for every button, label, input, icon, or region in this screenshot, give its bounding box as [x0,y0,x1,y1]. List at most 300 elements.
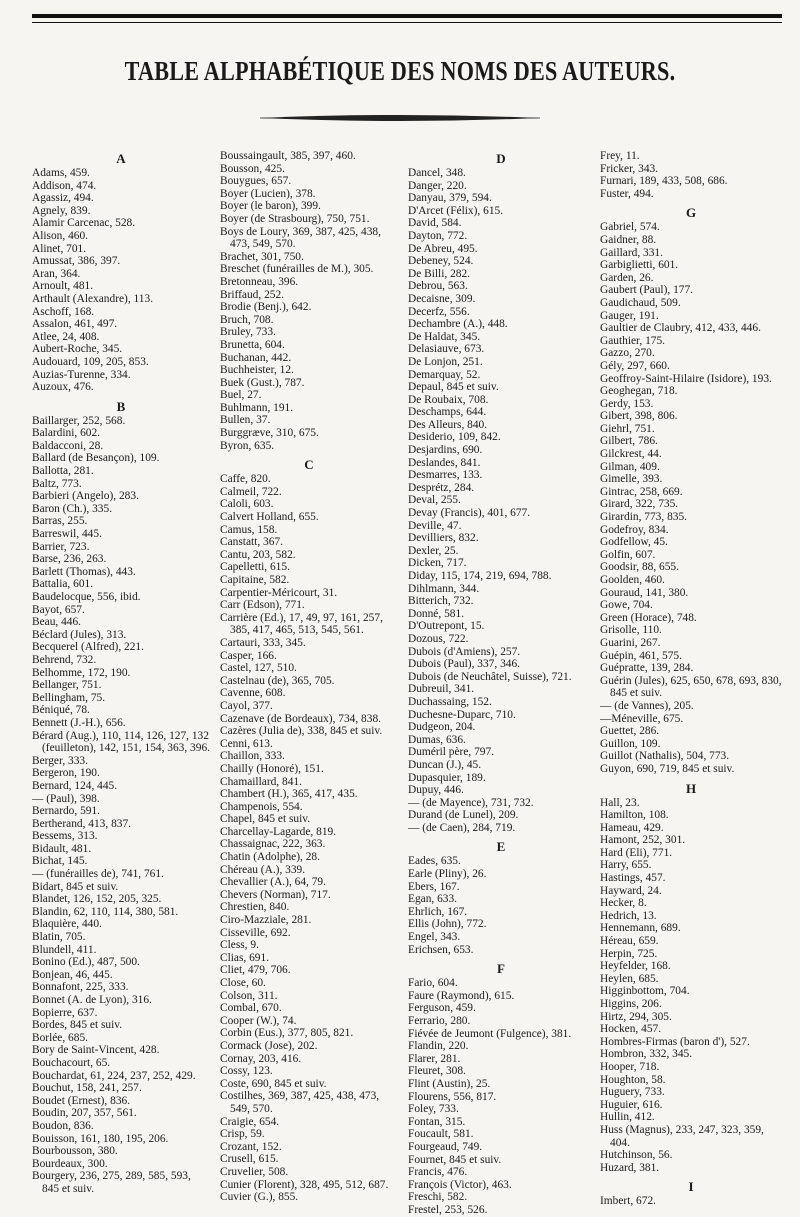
author-entry: Bitterich, 732. [408,595,474,608]
author-entry: Higginbottom, 704. [600,985,690,998]
author-entry: Costilhes, 369, 387, 425, 438, 473, 549, 570. [220,1090,380,1115]
author-entry: Donné, 581. [408,607,464,620]
author-entry: Hennemann, 689. [600,922,681,935]
author-entry: Desprétz, 284. [408,481,475,494]
letter-heading: C [304,457,314,473]
author-entry: Duchesne-Duparc, 710. [408,708,516,721]
author-entry: Capelletti, 615. [220,561,290,574]
author-entry: Addison, 474. [32,179,97,192]
author-entry: Close, 60. [220,977,266,989]
author-entry: Guillon, 109. [600,737,661,750]
author-entry: Arthault (Alexandre), 113. [32,292,154,305]
author-entry: Bernard, 124, 445. [32,779,118,792]
author-entry: Gouraud, 141, 380. [600,586,689,599]
author-entry: Baillarger, 252, 568. [32,414,126,427]
author-entry: Blaquière, 440. [32,918,102,931]
author-entry: Higgins, 206. [600,998,662,1010]
index-column [600,150,782,1208]
author-entry: Green (Horace), 748. [600,611,697,624]
author-entry: Fournet, 845 et suiv. [408,1153,502,1166]
author-entry: Fleuret, 308. [408,1065,466,1078]
author-entry: Barlett (Thomas), 443. [32,565,136,578]
author-entry: —Méneville, 675. [600,712,684,725]
author-entry: Bonino (Ed.), 487, 500. [32,956,140,969]
author-entry: Gazzo, 270. [600,347,655,360]
author-entry: Becquerel (Alfred), 221. [32,641,144,654]
author-entry: Bullen, 37. [220,414,271,427]
author-entry: Chéreau (A.), 339. [220,863,306,876]
author-entry: Blandin, 62, 110, 114, 380, 581. [32,905,179,918]
author-entry: Agnely, 839. [32,204,91,217]
author-entry: Danger, 220. [408,179,467,192]
author-entry: Depaul, 845 et suiv. [408,381,499,394]
author-entry: Furnari, 189, 433, 508, 686. [600,175,728,188]
author-entry: Briffaud, 252. [220,288,285,301]
author-entry: Gaubert (Paul), 177. [600,284,693,297]
author-entry: Capitaine, 582. [220,574,290,586]
author-entry: Hamilton, 108. [600,809,669,822]
author-entry: Dancel, 348. [408,167,466,179]
author-entry: Hedrich, 13. [600,909,657,922]
author-entry: Bouchacourt, 65. [32,1056,111,1069]
author-entry: Gilbert, 786. [600,435,658,448]
author-entry: Boyer (le baron), 399. [220,200,321,213]
author-entry: Houghton, 58. [600,1073,666,1086]
author-entry: Caloli, 603. [220,498,274,511]
author-entry: Devay (Francis), 401, 677. [408,507,531,520]
author-entry: Hall, 23. [600,796,640,809]
author-entry: Corbin (Eus.), 377, 805, 821. [220,1027,354,1040]
author-entry: Guyon, 690, 719, 845 et suiv. [600,762,735,775]
author-entry: Guépratte, 139, 284. [600,662,694,675]
author-entry: Goodsir, 88, 655. [600,561,679,574]
author-entry: Aubert-Roche, 345. [32,343,123,356]
author-entry: Bonnafont, 225, 333. [32,981,129,994]
author-entry: Brachet, 301, 750. [220,250,304,263]
author-entry: Duméril père, 797. [408,746,495,759]
author-entry: Brodie (Benj.), 642. [220,301,312,314]
author-entry: De Haldat, 345. [408,330,481,343]
author-entry: Bouchut, 158, 241, 257. [32,1082,142,1095]
author-entry: Carr (Edson), 771. [220,599,305,612]
author-entry: Bousson, 425. [220,162,285,175]
author-entry: Gilman, 409. [600,460,660,473]
author-entry: Calvert Holland, 655. [220,511,319,524]
author-entry: Barbieri (Angelo), 283. [32,490,139,503]
author-entry: Crozant, 152. [220,1140,282,1153]
author-entry: Hullin, 412. [600,1111,655,1124]
author-entry: Engel, 343. [408,931,461,944]
author-entry: Balardini, 602. [32,427,101,440]
author-entry: Boyer (Lucien), 378. [220,187,316,200]
author-entry: Fuster, 494. [600,187,654,200]
author-entry: Héreau, 659. [600,935,659,948]
author-entry: Breschet (funérailles de M.), 305. [220,263,374,276]
author-entry: Chamaillard, 841. [220,775,302,788]
letter-heading: F [497,961,505,977]
author-entry: Adams, 459. [32,167,90,179]
author-entry: Buchheister, 12. [220,364,294,377]
author-entry: Guillot (Nathalis), 504, 773. [600,750,730,763]
author-entry: Blandet, 126, 152, 205, 325. [32,893,162,906]
letter-heading: B [116,398,126,414]
author-entry: Desjardins, 690. [408,444,483,457]
author-entry: Aschoff, 168. [32,305,95,318]
author-entry: Huss (Magnus), 233, 247, 323, 359, 404. [600,1123,764,1149]
author-entry: Dihlmann, 344. [408,582,480,595]
author-entry: — (de Vannes), 205. [600,699,694,712]
index-column [408,150,594,1217]
letter-heading: I [688,1179,694,1195]
author-entry: Boyer (de Strasbourg), 750, 751. [220,212,370,225]
author-entry: Cantu, 203, 582. [220,548,296,561]
author-entry: Dumas, 636. [408,733,466,746]
author-entry: Bonnet (A. de Lyon), 316. [32,994,152,1006]
author-entry: Heylen, 685. [600,972,659,985]
author-entry: Chatin (Adolphe), 28. [220,851,320,864]
author-entry: Imbert, 672. [600,1195,656,1208]
author-entry: Alison, 460. [32,229,89,242]
top-thick-rule [32,14,782,18]
letter-heading: E [496,839,506,855]
author-entry: Earle (Pliny), 26. [408,868,487,881]
author-entry: Hard (Eli), 771. [600,846,673,859]
index-column [220,150,398,1204]
author-entry: Diday, 115, 174, 219, 694, 788. [408,570,552,582]
author-entry: Cooper (W.), 74. [220,1014,297,1027]
author-entry: Barreswil, 445. [32,528,102,541]
author-entry: Gilckrest, 44. [600,448,662,461]
author-entry: Buhlmann, 191. [220,401,294,414]
author-entry: Auzias-Turenne, 334. [32,368,131,381]
author-entry: Bouisson, 161, 180, 195, 206. [32,1132,169,1145]
author-entry: Duchassaing, 152. [408,695,492,708]
author-entry: Béclard (Jules), 313. [32,628,127,641]
author-entry: Cliet, 479, 706. [220,964,291,977]
author-entry: Deville, 47. [408,519,462,532]
author-entry: Agassiz, 494. [32,192,94,205]
author-entry: D'Outrepont, 15. [408,620,485,633]
top-thin-rule [32,22,782,23]
author-entry: Camus, 158. [220,523,278,536]
author-entry: Berger, 333. [32,754,88,767]
author-entry: Coste, 690, 845 et suiv. [220,1077,327,1090]
author-entry: Cornay, 203, 416. [220,1052,302,1065]
author-entry: Champenois, 554. [220,800,303,813]
author-entry: Frey, 11. [600,150,640,162]
author-entry: Fricker, 343. [600,162,659,175]
author-entry: Dayton, 772. [408,229,468,242]
author-entry: Baltz, 773. [32,477,82,490]
author-entry: Bopierre, 637. [32,1006,98,1019]
author-entry: Béniqué, 78. [32,704,90,717]
author-entry: Arnoult, 481. [32,280,94,293]
author-entry: Belhomme, 172, 190. [32,666,131,679]
author-entry: Bidault, 481. [32,842,92,855]
author-entry: Giehrl, 751. [600,422,655,435]
author-entry: Chailly (Honoré), 151. [220,762,324,775]
author-entry: Dubreuil, 341. [408,683,475,696]
author-entry: D'Arcet (Félix), 615. [408,204,504,217]
author-entry: Canstatt, 367. [220,536,283,549]
author-entry: Byron, 635. [220,439,275,452]
author-entry: Cormack (Jose), 202. [220,1039,318,1052]
author-entry: Gauthier, 175. [600,334,666,347]
author-entry: Dubois (Paul), 337, 346. [408,658,521,671]
author-entry: Flint (Austin), 25. [408,1077,491,1090]
author-entry: Deval, 255. [408,494,461,507]
author-entry: Cayol, 377. [220,699,273,712]
author-entry: Bayot, 657. [32,603,85,616]
author-entry: Gaudichaud, 509. [600,296,681,309]
page-title: TABLE ALPHABÉTIQUE DES NOMS DES AUTEURS. [124,56,676,86]
author-entry: Girardin, 773, 835. [600,511,687,524]
author-entry: Desiderio, 109, 842. [408,431,501,444]
author-entry: Dicken, 717. [408,557,467,570]
author-entry: Buchanan, 442. [220,351,292,364]
author-entry: Erichsen, 653. [408,943,474,956]
letter-heading: H [685,780,697,796]
author-entry: Bernardo, 591. [32,805,101,818]
author-entry: Hutchinson, 56. [600,1149,673,1162]
author-entry: Chambert (H.), 365, 417, 435. [220,788,358,801]
author-entry: Devilliers, 832. [408,532,479,545]
author-entry: Casper, 166. [220,649,277,662]
author-entry: Brunetta, 604. [220,338,285,351]
author-entry: Cruvelier, 508. [220,1165,289,1178]
author-entry: Gaultier de Claubry, 412, 433, 446. [600,322,761,335]
author-entry: Desmarres, 133. [408,469,483,482]
author-entry: Auzoux, 476. [32,381,94,394]
author-entry: Golfin, 607. [600,548,656,561]
author-entry: Dupuy, 446. [408,784,464,797]
author-entry: Gibert, 398, 806. [600,410,678,423]
author-entry: Flandin, 220. [408,1040,469,1053]
author-entry: Audouard, 109, 205, 853. [32,355,149,368]
author-entry: Bruch, 708. [220,313,274,326]
author-entry: Goolden, 460. [600,574,665,586]
author-entry: Clias, 691. [220,951,270,964]
author-entry: Fario, 604. [408,977,458,990]
author-entry: — (Paul), 398. [32,792,100,805]
author-entry: Cossy, 123. [220,1065,273,1078]
author-entry: Barrier, 723. [32,540,90,553]
author-entry: Baldacconi, 28. [32,439,104,452]
author-entry: Barse, 236, 263. [32,553,107,566]
author-entry: Boudet (Ernest), 836. [32,1094,131,1107]
author-entry: — (de Caen), 284, 719. [408,821,516,834]
author-entry: Cunier (Florent), 328, 495, 512, 687. [220,1178,389,1191]
author-entry: Gauger, 191. [600,309,659,322]
author-entry: Ellis (John), 772. [408,918,487,931]
author-entry: Cisseville, 692. [220,926,291,939]
author-entry: Dubois (d'Amiens), 257. [408,645,521,658]
author-entry: Fiévée de Jeumont (Fulgence), 381. [408,1027,572,1040]
author-entry: Ehrlich, 167. [408,905,468,918]
author-entry: Bourdeaux, 300. [32,1157,108,1170]
author-entry: Durand (de Lunel), 209. [408,809,519,822]
title-ornament [260,112,540,124]
author-entry: Dupasquier, 189. [408,771,486,784]
author-entry: Egan, 633. [408,893,458,906]
author-entry: Gerdy, 153. [600,397,654,410]
author-entry: Debrou, 563. [408,280,468,293]
author-entry: Gowe, 704. [600,599,653,612]
author-entry: Huguier, 616. [600,1098,663,1111]
author-entry: Bichat, 145. [32,855,88,868]
author-entry: Ebers, 167. [408,880,460,893]
author-entry: Dozous, 722. [408,632,469,645]
author-entry: Boussaingault, 385, 397, 460. [220,150,356,162]
author-entry: Debeney, 524. [408,255,474,268]
letter-heading: D [496,151,506,166]
author-entry: Foucault, 581. [408,1128,474,1141]
author-entry: — (de Mayence), 731, 732. [408,796,534,809]
author-entry: Charcellay-Lagarde, 819. [220,825,337,838]
author-entry: Caffe, 820. [220,473,271,486]
author-entry: Castel, 127, 510. [220,662,297,675]
author-entry: Guépin, 461, 575. [600,649,682,662]
author-entry: Blatin, 705. [32,931,86,944]
author-entry: Bellanger, 751. [32,679,102,692]
author-entry: Chaillon, 333. [220,750,285,763]
author-entry: Dechambre (A.), 448. [408,318,508,331]
author-entry: Boys de Loury, 369, 387, 425, 438, 473, 549, 570. [220,225,381,251]
author-entry: De Abreu, 495. [408,242,478,255]
author-entry: Hameau, 429. [600,821,664,834]
author-entry: Huguery, 733. [600,1086,665,1099]
author-entry: Boudin, 207, 357, 561. [32,1107,137,1120]
author-entry: Guarini, 267. [600,636,661,649]
author-entry: Dubois (de Neuchâtel, Suisse), 721. [408,670,572,683]
author-entry: Cless, 9. [220,939,259,952]
author-entry: Boudon, 836. [32,1119,94,1132]
author-entry: Craigie, 654. [220,1115,280,1128]
author-entry: Chevers (Norman), 717. [220,888,331,901]
author-entry: Bordes, 845 et suiv. [32,1019,123,1032]
author-entry: Flourens, 556, 817. [408,1090,497,1103]
author-entry: Ciro-Mazziale, 281. [220,914,312,927]
author-entry: Bennett (J.-H.), 656. [32,716,126,729]
author-entry: Des Alleurs, 840. [408,418,488,431]
author-entry: Combal, 670. [220,1002,282,1015]
author-entry: Cenni, 613. [220,737,273,750]
index-column [32,150,210,1196]
author-entry: De Lonjon, 251. [408,355,483,368]
author-entry: Bourgery, 236, 275, 289, 585, 593, 845 et suiv. [32,1170,191,1195]
letter-heading: A [116,151,126,166]
author-entry: Garden, 26. [600,271,654,284]
author-entry: Delasiauve, 673. [408,343,485,356]
author-entry: Heyfelder, 168. [600,960,671,973]
author-entry: Amussat, 386, 397. [32,255,121,268]
author-entry: De Roubaix, 708. [408,393,489,406]
author-entry: Hamont, 252, 301. [600,834,686,847]
author-entry: Foley, 733. [408,1103,459,1116]
author-entry: Bruley, 733. [220,326,276,339]
author-entry: Blundell, 411. [32,943,97,956]
author-entry: Ferrario, 280. [408,1015,471,1027]
author-entry: Bertherand, 413, 837. [32,817,132,830]
author-entry: Danyau, 379, 594. [408,192,492,205]
author-entry: Francis, 476. [408,1166,468,1179]
author-entry: Deschamps, 644. [408,406,487,419]
author-entry: Gimelle, 393. [600,473,663,486]
author-entry: Carpentier-Méricourt, 31. [220,586,338,599]
author-entry: Hombron, 332, 345. [600,1048,693,1061]
author-entry: Godfellow, 45. [600,536,668,549]
author-entry: Beau, 446. [32,616,82,629]
author-entry: Frestel, 253, 526. [408,1203,488,1216]
author-entry: Flarer, 281. [408,1052,461,1065]
author-entry: Geoghegan, 718. [600,385,678,398]
author-entry: Crisp, 59. [220,1128,265,1141]
author-entry: Godefroy, 834. [600,523,669,536]
author-entry: Decerfz, 556. [408,305,470,318]
author-entry: Hecker, 8. [600,897,647,910]
author-entry: Eades, 635. [408,855,461,868]
author-entry: Alamir Carcenac, 528. [32,217,136,230]
author-entry: Chapel, 845 et suiv. [220,813,311,826]
author-entry: Atlee, 24, 408. [32,330,100,343]
author-entry: Dexler, 25. [408,544,459,557]
author-entry: Buel, 27. [220,389,262,402]
author-entry: Hirtz, 294, 305. [600,1010,672,1023]
author-entry: Grisolle, 110. [600,624,662,637]
author-entry: Ballard (de Besançon), 109. [32,452,160,465]
author-entry: Alinet, 701. [32,242,87,255]
author-entry: Bourbousson, 380. [32,1145,118,1158]
author-entry: Chevallier (A.), 64, 79. [220,876,326,889]
author-entry: Assalon, 461, 497. [32,318,118,331]
author-entry: Duncan (J.), 45. [408,758,482,771]
author-entry: Hooper, 718. [600,1060,660,1073]
author-entry: Deslandes, 841. [408,456,481,469]
author-entry: François (Victor), 463. [408,1178,512,1191]
author-entry: Bérard (Aug.), 110, 114, 126, 127, 132 (feuilleton), 142, 151, 154, 363, 396. [32,729,210,755]
author-entry: Harry, 655. [600,859,652,872]
author-entry: Gabriel, 574. [600,221,660,234]
author-entry: Dudgeon, 204. [408,721,476,734]
author-entry: Cazenave (de Bordeaux), 734, 838. [220,712,381,725]
author-entry: Freschi, 582. [408,1191,468,1204]
author-entry: Bellingham, 75. [32,691,106,704]
author-entry: Crusell, 615. [220,1153,279,1166]
author-entry: Cazères (Julia de), 338, 845 et suiv. [220,725,383,738]
author-entry: Hombres-Firmas (baron d'), 527. [600,1035,750,1048]
author-entry: Guettet, 286. [600,725,660,738]
author-entry: Bouygues, 657. [220,175,292,188]
author-entry: Chassaignac, 222, 363. [220,838,326,851]
author-entry: Hastings, 457. [600,872,666,885]
author-entry: Baron (Ch.), 335. [32,502,113,515]
author-entry: Buek (Gust.), 787. [220,376,305,389]
author-entry: Calmeil, 722. [220,485,282,498]
author-entry: Colson, 311. [220,989,278,1002]
author-entry: Battalia, 601. [32,578,94,591]
author-entry: Demarquay, 52. [408,368,481,381]
author-entry: Ferguson, 459. [408,1002,476,1015]
author-entry: Hocken, 457. [600,1023,662,1036]
author-entry: Herpin, 725. [600,947,658,960]
author-entry: Castelnau (de), 365, 705. [220,674,335,687]
author-entry: Gintrac, 258, 669. [600,485,683,498]
author-entry: Guérin (Jules), 625, 650, 678, 693, 830, 845 et suiv. [600,674,782,700]
author-entry: Baudelocque, 556, ibid. [32,591,141,603]
author-entry: Bouchardat, 61, 224, 237, 252, 429. [32,1069,196,1082]
author-entry: Behrend, 732. [32,653,97,666]
author-entry: Fourgeaud, 749. [408,1140,483,1153]
